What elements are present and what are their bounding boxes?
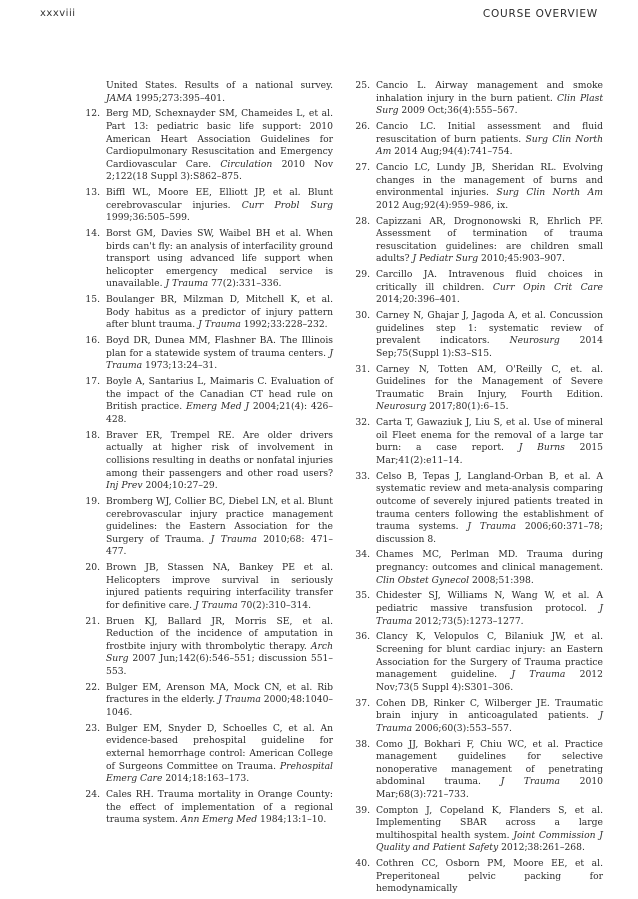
reference-number: 28. (355, 215, 370, 227)
reference-authors-title: Bulger EM, Snyder D, Schoelles C, et al. An evidence-based prehospital guideline for external hemorrhage control: American College of Surgeons Committee on Trauma. (106, 722, 333, 772)
reference-journal: Neurosurg (509, 335, 560, 347)
reference-text (106, 294, 333, 332)
reference-journal: Arch Surg (106, 640, 333, 665)
reference-item (75, 335, 333, 373)
reference-item (75, 496, 333, 559)
reference-citation: 1999;36:505–599. (106, 212, 190, 224)
reference-journal: Prehospital Emerg Care (106, 760, 333, 785)
reference-citation: 2014;20:396–401. (376, 294, 460, 306)
reference-authors-title: Brown JB, Stassen NA, Bankey PE et al. Helicopters improve survival in seriously injured patients requiring interfacility transfer for definitive care. (106, 562, 333, 611)
reference-text (376, 631, 603, 694)
reference-text (376, 417, 603, 467)
reference-number: 13. (85, 187, 100, 199)
reference-authors-title: Carcillo JA. Intravenous fluid choices in critically ill children. (376, 269, 603, 293)
reference-text (106, 562, 333, 612)
reference-journal: Surg Clin North Am (496, 187, 603, 199)
reference-text (376, 121, 603, 159)
reference-item (75, 80, 333, 105)
reference-journal: J Trauma (210, 533, 257, 545)
reference-citation: 1973;13:24–31. (145, 360, 218, 372)
reference-number: 19. (85, 495, 100, 507)
reference-authors-title: Bruen KJ, Ballard JR, Morris SE, et al. Reduction of the incidence of amputation in frostbite injury with thrombolytic therapy. (106, 615, 333, 652)
reference-authors-title: Carney N, Totten AM, O'Reilly C, et. al. Guidelines for the Management of Severe Traumatic Brain Injury, Fourth Edition. (376, 363, 603, 400)
reference-journal: J Trauma (376, 710, 603, 734)
reference-citation: 2009 Oct;36(4):555–567. (401, 105, 518, 117)
reference-journal: Clin Obstet Gynecol (376, 574, 470, 586)
reference-item (75, 682, 333, 720)
page-number: xxxviii (40, 8, 76, 19)
reference-text (106, 228, 333, 291)
reference-authors-title: Braver ER, Trempel RE. Are older drivers actually at higher risk of involvement in collisions resulting in deaths or nonfatal injuries among their passengers and other road users? (106, 429, 333, 479)
reference-citation: 70(2):310–314. (240, 599, 312, 611)
reference-journal: Emerg Med J (185, 401, 250, 413)
reference-number: 30. (355, 310, 370, 322)
reference-item (345, 269, 603, 307)
reference-authors-title: Biffl WL, Moore EE, Elliott JP, et al. Blunt cerebrovascular injuries. (106, 187, 333, 211)
reference-item (345, 739, 603, 802)
section-title: COURSE OVERVIEW (482, 8, 598, 20)
reference-authors-title: Cales RH. Trauma mortality in Orange County: the effect of implementation of a regional trauma system. (106, 788, 333, 826)
reference-item (345, 121, 603, 159)
reference-number: 26. (355, 120, 370, 132)
reference-number: 22. (85, 681, 100, 693)
reference-item (345, 310, 603, 360)
reference-number: 15. (85, 294, 100, 306)
reference-authors-title: Capizzani AR, Drognonowski R, Ehrlich PF. Assessment of termination of trauma resuscitation guidelines: are children small adults? (376, 215, 603, 265)
reference-text (376, 80, 603, 118)
reference-number: 33. (355, 470, 370, 482)
reference-item (75, 187, 333, 225)
reference-number: 29. (355, 269, 370, 281)
reference-authors-title: Carta T, Gawaziuk J, Liu S, et al. Use of mineral oil Fleet enema for the removal of a large tar burn: a case report. (376, 417, 603, 454)
reference-citation: 2007 Jun;142(6):546–551; discussion 551–553. (106, 653, 333, 677)
reference-citation: 1995;273:395–401. (135, 92, 225, 104)
reference-journal: Joint Commission J Quality and Patient Safety (376, 829, 603, 854)
reference-text (376, 364, 603, 414)
reference-item (75, 108, 333, 184)
reference-number: 23. (85, 722, 100, 734)
reference-citation: 2006;60:371–78; discussion 8. (376, 521, 603, 545)
reference-authors-title: Carney N, Ghajar J, Jagoda A, et al. Concussion guidelines step 1: systematic review of prevalent indicators. (376, 310, 603, 347)
reference-authors-title: Bromberg WJ, Collier BC, Diebel LN, et al. Blunt cerebrovascular injury practice management guidelines: the Eastern Association for the Surgery of Trauma. (106, 495, 333, 545)
reference-authors-title: Como JJ, Bokhari F, Chiu WC, et al. Practice management guidelines for selective nonoperative management of penetrating abdominal trauma. (376, 738, 603, 788)
reference-journal: J Trauma (511, 669, 566, 681)
reference-text (106, 496, 333, 559)
reference-item (75, 723, 333, 786)
reference-item (345, 364, 603, 414)
reference-text (376, 739, 603, 802)
reference-journal: Curr Opin Crit Care (492, 281, 603, 293)
reference-item (345, 805, 603, 855)
reference-number: 31. (355, 363, 370, 375)
reference-number: 14. (85, 228, 100, 240)
reference-citation: 2010;45:903–907. (481, 253, 565, 265)
reference-number: 17. (85, 376, 100, 388)
reference-journal: J Trauma (467, 521, 516, 533)
reference-citation: 2012;73(5):1273–1277. (415, 615, 524, 627)
reference-journal: J Trauma (218, 694, 261, 706)
reference-item (75, 376, 333, 426)
reference-authors-title: Boulanger BR, Milzman D, Mitchell K, et al. Body habitus as a predictor of injury pattern after blunt trauma. (106, 294, 333, 331)
reference-number: 21. (85, 615, 100, 627)
reference-text (106, 789, 333, 827)
reference-authors-title: Cancio LC. Initial assessment and fluid resuscitation of burn patients. (376, 120, 603, 145)
reference-item (75, 616, 333, 679)
reference-citation: 2014 Sep;75(Suppl 1):S3–S15. (376, 335, 604, 359)
reference-number: 32. (355, 417, 370, 429)
reference-citation: 2012 Nov;73(5 Suppl 4):S301–306. (376, 669, 603, 693)
reference-citation: 77(2):331–336. (211, 278, 282, 290)
reference-journal: Neurosurg (376, 401, 427, 413)
reference-number: 27. (355, 161, 370, 173)
reference-item (75, 228, 333, 291)
reference-text (106, 335, 333, 373)
reference-citation: 2014;18:163–173. (165, 773, 250, 785)
reference-item (345, 471, 603, 547)
reference-text (376, 858, 603, 896)
reference-citation: 2010 Nov 2;122(18 Suppl 3):S862–875. (106, 158, 334, 183)
reference-authors-title: Bulger EM, Arenson MA, Mock CN, et al. Rib fractures in the elderly. (106, 681, 333, 706)
reference-citation: 2010 Mar;68(3):721–733. (376, 776, 604, 800)
reference-column-right (345, 80, 603, 899)
reference-authors-title: Cothren CC, Osborn PM, Moore EE, et al. Preperitoneal pelvic packing for hemodynamically (376, 858, 603, 895)
reference-journal: Circulation (220, 158, 273, 170)
reference-journal: Inj Prev (106, 480, 143, 492)
reference-journal: Curr Probl Surg (241, 199, 334, 211)
reference-journal: JAMA (106, 92, 133, 104)
reference-item (345, 858, 603, 896)
reference-journal: J Trauma (198, 319, 241, 331)
reference-number: 16. (85, 335, 100, 347)
reference-authors-title: Boyle A, Santarius L, Maimaris C. Evaluation of the impact of the Canadian CT head rule on British practice. (106, 376, 333, 413)
reference-item (345, 80, 603, 118)
reference-item (345, 631, 603, 694)
reference-text (376, 216, 603, 266)
reference-text (106, 187, 333, 225)
reference-journal: J Pediatr Surg (412, 253, 479, 265)
reference-citation: 2017;80(1):6–15. (429, 401, 509, 413)
reference-item (75, 562, 333, 612)
reference-item (345, 417, 603, 467)
reference-item (345, 549, 603, 587)
reference-text (376, 269, 603, 307)
reference-item (345, 698, 603, 736)
reference-item (345, 216, 603, 266)
reference-authors-title: Cancio LC, Lundy JB, Sheridan RL. Evolving changes in the management of burns and environmental injuries. (376, 161, 603, 199)
reference-number: 38. (355, 738, 370, 750)
reference-citation: 1992;33:228–232. (243, 319, 328, 331)
reference-citation: 2004;21(4): 426–428. (106, 401, 333, 425)
reference-authors-title: Chidester SJ, Williams N, Wang W, et al. A pediatric massive transfusion protocol. (376, 590, 603, 615)
reference-item (75, 294, 333, 332)
reference-journal: J Trauma (106, 347, 334, 372)
reference-authors-title: Clancy K, Velopulos C, Bilaniuk JW, et al. Screening for blunt cardiac injury: an Eastern Association for the Surgery of Trauma practice management guideline. (376, 631, 603, 681)
reference-citation: 2012;38:261–268. (501, 842, 585, 854)
reference-text (106, 723, 333, 786)
reference-column-left (75, 80, 333, 830)
reference-number: 18. (85, 429, 100, 441)
reference-number: 25. (355, 80, 370, 91)
reference-authors-title: Chames MC, Perlman MD. Trauma during pregnancy: outcomes and clinical management. (376, 549, 603, 574)
reference-citation: 1984;13:1–10. (260, 814, 327, 826)
reference-text (376, 698, 603, 736)
reference-text (376, 549, 603, 587)
reference-item (345, 162, 603, 212)
reference-number: 37. (355, 697, 370, 709)
reference-number: 40. (355, 858, 370, 870)
reference-text (376, 590, 603, 628)
reference-authors-title: Berg MD, Schexnayder SM, Chameides L, et al. Part 13: pediatric basic life support: 2010 American Heart Association Guidelines for Cardiopulmonary Resuscitation and Emergency Cardiovascular Care. (106, 108, 333, 170)
reference-text (106, 108, 333, 184)
reference-text (106, 80, 333, 105)
reference-number: 39. (355, 804, 370, 816)
reference-text (106, 376, 333, 426)
reference-text (106, 616, 333, 679)
reference-authors-title: Celso B, Tepas J, Langland-Orban B, et al. A systematic review and meta-analysis comparing outcome of severely injured patients treated in trauma centers following the establishment of trauma systems. (376, 470, 603, 533)
reference-journal: Ann Emerg Med (180, 814, 258, 826)
reference-authors-title: Compton J, Copeland K, Flanders S, et al. Implementing SBAR across a large multihospital health system. (376, 804, 603, 841)
reference-citation: 2004;10:27–29. (145, 480, 218, 492)
reference-authors-title: Borst GM, Davies SW, Waibel BH et al. When birds can't fly: an analysis of interfacility ground transport using advanced life support when helicopter emergency medical service is unavailable. (106, 228, 333, 290)
reference-citation: 2010;68: 471– 477. (106, 533, 333, 558)
reference-number: 35. (355, 590, 370, 602)
reference-text (376, 162, 603, 212)
reference-text (106, 430, 333, 493)
reference-authors-title: Cohen DB, Rinker C, Wilberger JE. Traumatic brain injury in anticoagulated patients. (376, 697, 603, 722)
reference-citation: 2012 Aug;92(4):959–986, ix. (376, 199, 509, 211)
reference-journal: J Trauma (165, 278, 209, 290)
reference-authors-title: Cancio L. Airway management and smoke inhalation injury in the burn patient. (376, 80, 603, 104)
reference-citation: 2006;60(3):553–557. (415, 722, 512, 734)
reference-text (376, 805, 603, 855)
reference-journal: Clin Plast Surg (376, 92, 604, 117)
reference-item (75, 430, 333, 493)
reference-item (75, 789, 333, 827)
reference-authors-title: Boyd DR, Dunea MM, Flashner BA. The Illinois plan for a statewide system of trauma centers. (106, 335, 333, 359)
reference-citation: 2000;48:1040–1046. (106, 694, 334, 718)
reference-authors-title: United States. Results of a national survey. (106, 80, 333, 91)
reference-journal: Surg Clin North Am (376, 133, 604, 158)
reference-journal: J Trauma (376, 603, 604, 627)
reference-item (345, 590, 603, 628)
reference-citation: 2015 Mar;41(2):e11–14. (376, 442, 604, 466)
reference-number: 24. (85, 788, 100, 800)
reference-number: 20. (85, 562, 100, 574)
reference-journal: J Trauma (500, 776, 560, 788)
reference-number: 34. (355, 549, 370, 561)
reference-citation: 2008;51:398. (472, 574, 534, 586)
reference-number: 36. (355, 631, 370, 643)
reference-journal: J Burns (518, 442, 565, 454)
reference-text (376, 310, 603, 360)
reference-citation: 2014 Aug;94(4):741–754. (394, 146, 513, 158)
reference-journal: J Trauma (195, 599, 238, 611)
reference-number: 12. (85, 108, 100, 120)
reference-text (376, 471, 603, 547)
reference-text (106, 682, 333, 720)
